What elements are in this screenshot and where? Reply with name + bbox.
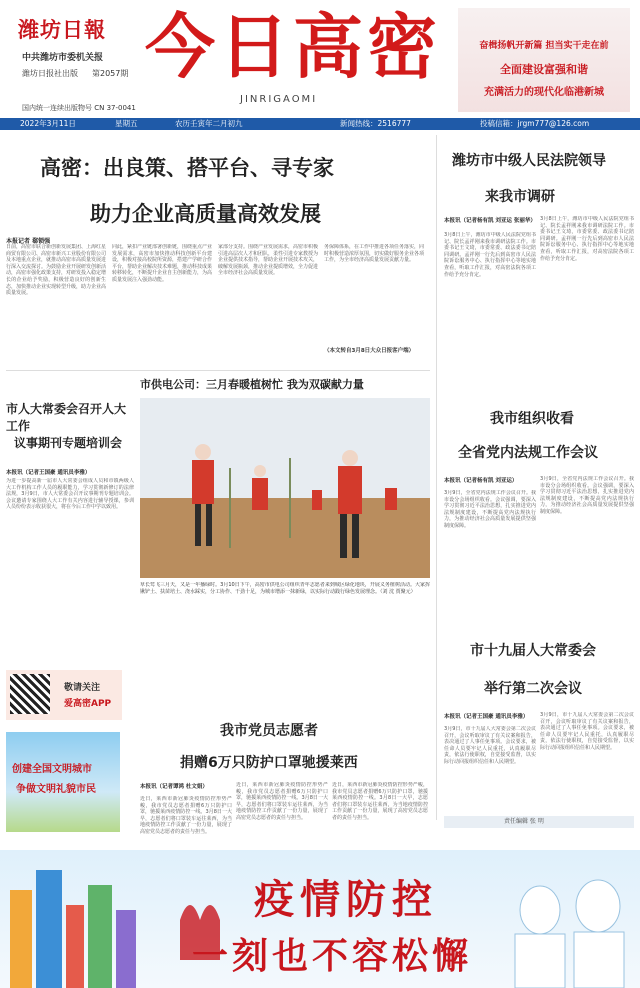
tree-planting-photo: [140, 398, 430, 578]
epidemic-banner: [0, 850, 640, 988]
lead-source: （本文转自3月8日大众日报客户端）: [324, 348, 415, 354]
masthead-cn: 国内统一连续出版物号 CN 37-0041: [22, 104, 136, 112]
civilized-city-banner: [6, 732, 120, 832]
lead-headline-2[interactable]: 助力企业高质量高效发展: [90, 202, 321, 226]
masthead-issue: 第2057期: [92, 69, 129, 78]
masthead-line2: 潍坊日报社出版: [22, 69, 78, 78]
standing-byline: 本报讯（记者王国豪 通讯员李雅）: [444, 714, 529, 720]
app-promo-line2: 爱高密APP: [64, 699, 112, 709]
standing-body: 3月9日，市十九届人大常委会第二次会议召开，会议听取审议了有关议案和报告，表决通过了人事任免事项。会议要求，被任命人员要牢记人民重托，认真履职尽责，依法行使职权，自觉接受监督，以实际行动回报组织信任和人民期望。: [444, 726, 536, 765]
court-byline: 本报讯（记者杨有凯 刘亚运 张丽华）: [444, 218, 536, 224]
volunteer-headline-2[interactable]: 捐赠6万只防护口罩驰援莱西: [180, 755, 358, 771]
court-body: 3月8日上午，潍坊市中级人民法院党组书记、院长孟祥刚来我市调研法院工作。市委书记王文琦，市委常委、政法委书记陪同调研。孟祥刚一行先后到高密市人民法院诉讼服务中心、执行指挥中心等地实地查看，听取工作汇报，对高密法院各项工作给予充分肯定。: [444, 232, 536, 278]
photo-story-title[interactable]: 市供电公司：三月春暖植树忙 我为双碳献力量: [140, 378, 364, 391]
paper-logo: 潍坊日報: [18, 17, 106, 42]
volunteer-headline-1[interactable]: 我市党员志愿者: [220, 723, 318, 739]
lead-column: 家部分支持。围绕产业发展需求，高密市积极引进高层次人才和团队，柔性引进专家教授为企业提供技术指导，帮助企业开展技术攻关，破解发展瓶颈，推动企业提质增效，全力促进全市经济社会高质量发展。: [218, 244, 318, 277]
lunar-date: 农历壬寅年二月初九: [175, 119, 243, 128]
standing-headline-2[interactable]: 举行第二次会议: [484, 681, 582, 697]
column-divider: [436, 135, 437, 820]
volunteer-body: 近日，莱西市新冠肺炎疫情防控形势严峻，我市党员志愿者捐赠6万只防护口罩，驰援莱西疫情防控一线。3月8日一大早，志愿者们将口罩装车运往莱西，为当地疫情防控工作贡献了一份力量，展现了高密党员志愿者的责任与担当。: [332, 782, 428, 821]
weekday: 星期五: [115, 119, 138, 128]
law-byline: 本报讯（记者杨有凯 刘亚运）: [444, 478, 518, 484]
npc-body: 为进一步提高新一届市人大常委会组成人员和市镇两级人大工作机构工作人员的履职能力，学习贯彻新修订的法律法规，3月9日，市人大常委会召开议事期刊专题培训会。会议邀请专家围绕人大工作有关内容进行辅导授课，参训人员纷纷表示收获很大，将在今后工作中学以致用。: [6, 478, 134, 511]
court-headline-2[interactable]: 来我市调研: [485, 189, 555, 205]
app-promo-line1: 敬请关注: [64, 683, 101, 693]
npc-headline-2[interactable]: 议事期刊专题培训会: [14, 436, 123, 450]
standing-body: 3月9日，市十九届人大常委会第二次会议召开，会议听取审议了有关议案和报告，表决通过了人事任免事项。会议要求，被任命人员要牢记人民重托，认真履职尽责，依法行使职权，自觉接受监督，以实际行动回报组织信任和人民期望。: [540, 712, 634, 751]
masthead-line1: 中共潍坊市委机关报: [22, 53, 104, 63]
title-pinyin: JINRIGAOMI: [240, 94, 318, 105]
lead-byline: 本报记者 郗锁强: [6, 238, 51, 245]
tree-planting-illustration: [140, 398, 430, 578]
court-body: 3月8日上午，潍坊市中级人民法院党组书记、院长孟祥刚来我市调研法院工作。市委书记王文琦，市委常委、政法委书记陪同调研。孟祥刚一行先后到高密市人民法院诉讼服务中心、执行指挥中心等地实地查看，听取工作汇报，对高密法院各项工作给予充分肯定。: [540, 216, 634, 262]
civilized-line2: 争做文明礼貌市民: [16, 784, 96, 795]
epidemic-line1: 疫情防控: [254, 876, 438, 923]
slogan-line: 充满活力的现代化临港新城: [484, 87, 604, 98]
slogan-line: 奋楫扬帆开新篇 担当实干走在前: [479, 41, 609, 51]
court-headline-1[interactable]: 潍坊市中级人民法院领导: [452, 153, 606, 169]
lead-column: 务保障体系，在工作中推进各项任务落实，同时积极营造浓厚氛围，切实做好服务企业各项工作，为全市经济高质量发展贡献力量。: [324, 244, 424, 264]
lead-column: 同此，紧扣产业链部署创新链，围绕重点产业发展需求，高密市加快推动科技创新平台建设，积极对接高校院所资源，搭建产学研合作平台，帮助企业解决技术难题，推动科技成果转移转化，不断提升企业自主创新能力，为高质量发展注入强劲动能。: [112, 244, 212, 283]
law-headline-2[interactable]: 全省党内法规工作会议: [458, 445, 598, 461]
slogan-banner: [458, 8, 630, 112]
law-body: 3月9日，全省党内法规工作会议召开。我市设分会场组织收看。会议强调，要深入学习贯彻习近平法治思想，扎实推进党内法规制度建设，不断提高党内法规执行力，为推动经济社会高质量发展提供坚强制度保障。: [540, 476, 634, 515]
section-divider: [6, 370, 430, 371]
volunteer-byline: 本报讯（记者谭鸿 杜文娟）: [140, 784, 208, 790]
news-hotline[interactable]: 新闻热线：2516777: [340, 119, 411, 128]
epidemic-line2: 一刻也不容松懈: [192, 935, 473, 977]
law-body: 3月9日，全省党内法规工作会议召开。我市设分会场组织收看。会议强调，要深入学习贯彻习近平法治思想，扎实推进党内法规制度建设，不断提高党内法规执行力，为推动经济社会高质量发展提供坚强制度保障。: [444, 490, 536, 529]
photo-caption: 草长莺飞三月天，又是一年播绿时。3月10日下午，高密市供电公司组织青年志愿者来到城区绿化地块，开展义务植树活动。大家挥锹铲土、扶苗培土、浇水踩实，分工协作、干劲十足，为城市增添一抹新绿，以实际行动践行绿色发展理念。（刘 沈 贾聚元）: [140, 582, 430, 595]
app-promo[interactable]: [6, 670, 122, 720]
standing-headline-1[interactable]: 市十九届人大常委会: [470, 643, 596, 659]
lead-column: 日前，高密市联合新创新发展集团、上海红星商贸有限公司、高密市新兴工业股份有限公司及本地重点企业，就推动高密市高质量发展进行深入交流探讨。为鼓励企业开展研发创新活动，高密市强化政策支持，对研发投入稳定增长的企业给予奖励，积极营造良好的创新生态，加快推动企业实现转型升级，助力企业高质量发展。: [6, 244, 106, 297]
npc-byline: 本报讯（记者王国豪 通讯员李雅）: [6, 470, 91, 476]
volunteer-body: 近日，莱西市新冠肺炎疫情防控形势严峻，我市党员志愿者捐赠6万只防护口罩，驰援莱西疫情防控一线。3月8日一大早，志愿者们将口罩装车运往莱西，为当地疫情防控工作贡献了一份力量，展现了高密党员志愿者的责任与担当。: [140, 796, 232, 835]
info-bar: [0, 118, 640, 130]
npc-headline-1[interactable]: 市人大常委会召开人大工作: [6, 402, 127, 433]
slogan-line: 全面建设富强和谐: [500, 63, 588, 76]
lead-headline-1[interactable]: 高密：出良策、搭平台、寻专家: [40, 156, 334, 180]
volunteer-body: 近日，莱西市新冠肺炎疫情防控形势严峻，我市党员志愿者捐赠6万只防护口罩，驰援莱西疫情防控一线。3月8日一大早，志愿者们将口罩装车运往莱西，为当地疫情防控工作贡献了一份力量，展现了高密党员志愿者的责任与担当。: [236, 782, 328, 821]
editor-credit: 责任编辑 张 明: [444, 816, 634, 828]
page-title: 今日高密: [145, 5, 441, 88]
law-headline-1[interactable]: 我市组织收看: [490, 411, 574, 427]
qr-code-icon: [10, 674, 50, 714]
issue-date: 2022年3月11日: [20, 119, 76, 128]
civilized-line1: 创建全国文明城市: [12, 764, 92, 775]
submission-email[interactable]: 投稿信箱：jrgm777@126.com: [480, 119, 590, 128]
